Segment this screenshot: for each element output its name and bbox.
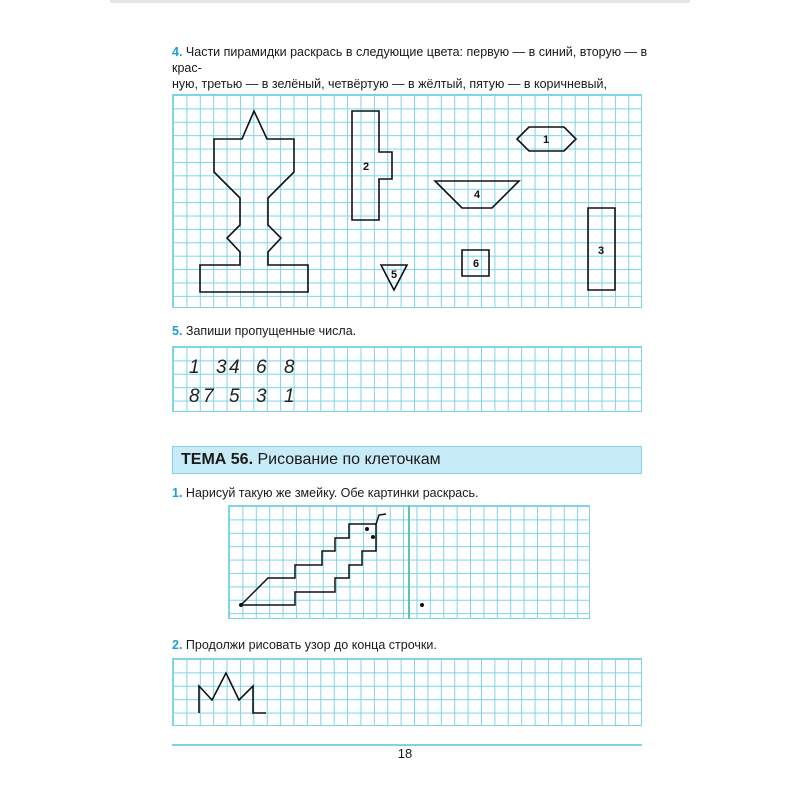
number-rows bbox=[172, 346, 642, 412]
task5-text: Запиши пропущенные числа. bbox=[185, 324, 357, 338]
pyramid-outline bbox=[200, 111, 308, 292]
task5-instructions bbox=[172, 323, 356, 339]
row2-digit: 5 bbox=[229, 386, 240, 407]
label-part3: 3 bbox=[597, 245, 605, 257]
label-part1: 1 bbox=[542, 134, 550, 146]
label-part4: 4 bbox=[473, 189, 481, 201]
pattern-drawing bbox=[172, 658, 642, 726]
task5-number: 5. bbox=[172, 324, 183, 338]
topic-title: Рисование по клеточкам bbox=[257, 451, 441, 468]
snake-task-text: Нарисуй такую же змейку. Обе картинки раскрась. bbox=[185, 486, 479, 500]
snake-task-number: 1. bbox=[172, 486, 183, 500]
snake-eye bbox=[365, 527, 369, 531]
label-part5: 5 bbox=[390, 269, 398, 281]
pattern-task-text: Продолжи рисовать узор до конца строчки. bbox=[185, 638, 437, 652]
row2-digit: 8 bbox=[189, 386, 200, 407]
snake-eye bbox=[371, 535, 375, 539]
row1-digit: 8 bbox=[284, 357, 295, 378]
label-part2: 2 bbox=[362, 161, 370, 173]
topic-header bbox=[172, 446, 642, 474]
start-dot bbox=[420, 603, 424, 607]
task4-number: 4. bbox=[172, 45, 183, 59]
start-dot bbox=[239, 603, 243, 607]
row2-digit: 1 bbox=[284, 386, 295, 407]
snake-outline bbox=[241, 524, 376, 605]
task4-line1: Части пирамидки раскрась в следующие цвета: первую — в синий, вторую — в крас- bbox=[172, 45, 648, 75]
snake-tongue bbox=[376, 514, 386, 524]
row2-digit: 3 bbox=[256, 386, 267, 407]
snake-drawing bbox=[228, 505, 590, 619]
label-part6: 6 bbox=[472, 258, 480, 270]
snake-task-instructions bbox=[172, 485, 478, 501]
row1-digit: 3 bbox=[216, 357, 227, 378]
topic-label: ТЕМА 56. bbox=[181, 451, 254, 468]
row1-digit: 1 bbox=[189, 357, 200, 378]
row1-digit: 4 bbox=[229, 357, 240, 378]
part2-shape bbox=[352, 111, 392, 220]
page-number: 18 bbox=[397, 746, 413, 761]
row1-digit: 6 bbox=[256, 357, 267, 378]
pattern-task-instructions bbox=[172, 637, 437, 653]
pattern-outline bbox=[199, 673, 266, 713]
pattern-task-number: 2. bbox=[172, 638, 183, 652]
task4-line2: ную, третью — в зелёный, четвёртую — в жёлтый, пятую — в коричневый, bbox=[172, 77, 607, 91]
top-rule bbox=[110, 0, 690, 3]
pyramid-figures bbox=[172, 94, 642, 308]
row2-digit: 7 bbox=[203, 386, 214, 407]
